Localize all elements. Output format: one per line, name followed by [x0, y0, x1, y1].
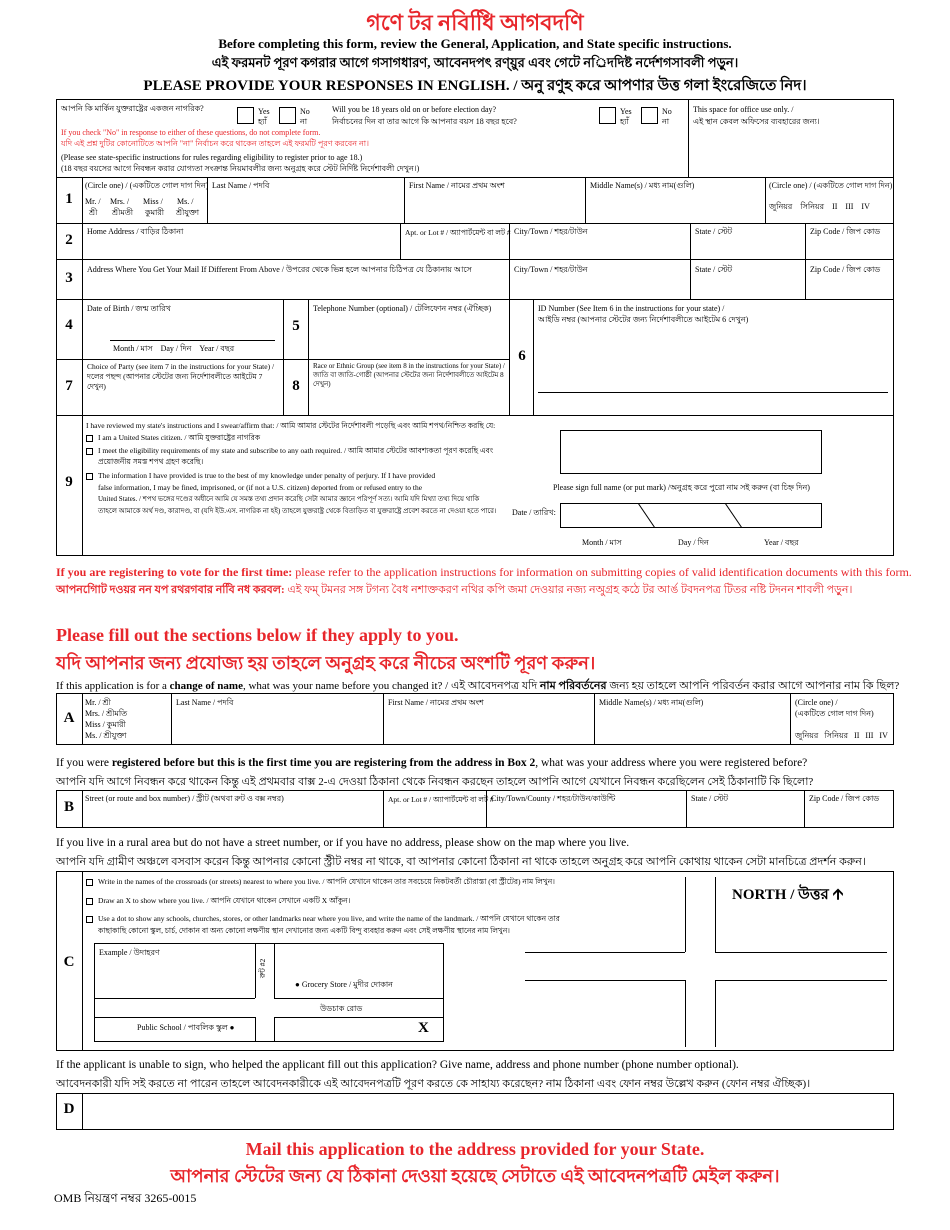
north-arrow-icon: 🡩 — [832, 887, 844, 903]
a-title-ms[interactable]: Ms. / শ্রীযুক্তা — [85, 731, 127, 740]
eligibility-note-bn: (18 বছর বয়সের আগে নিবন্ধন করার যোগ্যতা সংক্রান্ত নিয়মাবলীর জন্য অনুগ্রহ করে স্টেট নির্দিষ্ট নির্দেশাবলী দেখুন।) — [61, 164, 420, 173]
oath-perjury-cont: false information, I may be fined, imprisoned, or (if not a U.S. citizen) deported from or refused entry to the — [98, 483, 423, 492]
title-miss[interactable]: Miss / — [143, 197, 163, 206]
map-instruction-3-cont: কাছাকাছি কোনো স্কুল, চার্চ, দোকান বা অন্য কোনো লক্ষণীয় স্থান দেখানোর জন্য একটি বিন্দু ব্যবহার করুন এবং সেই লক্ষণীয় স্থানের নাম লিখুন। — [98, 926, 510, 935]
north-label: NORTH / উত্তর — [732, 887, 829, 903]
first-time-rest-bn: এই ফম্ টমনর সঙ্গ টগন্য বৈধ নশাক্তকরণ নথির কপি জমা দেওয়ার নজ্য নঅুগ্রহ কঠে টর আর্ঙ টবদনপত্র টিতর নষ্টি টদনন শাবলী পড়ুন। — [284, 584, 853, 596]
a-middle-name-field[interactable]: Middle Name(s) / মধ্য নাম(গুলি) — [599, 698, 704, 707]
date-day-label: Day / দিন — [678, 538, 709, 547]
yes-label-bn: হ্যাঁ — [620, 117, 629, 126]
office-use-label-bn: এই স্থান কেবল অফিসের ব্যবহারের জন্য। — [693, 117, 820, 126]
a-q-pre: If this application is for a — [56, 680, 170, 692]
suffix-options[interactable]: জুনিয়র সিনিয়র II III IV — [769, 202, 870, 211]
date-month-label: Month / মাস — [582, 538, 622, 547]
race-field[interactable]: Race or Ethnic Group (see item 8 in the instructions for your State) / — [313, 362, 505, 370]
route-label: রুট #2 — [258, 958, 267, 978]
warning-text-bn: যদি এই প্রশ্ন দুটির কোনোটিতে আপনি "না" নির্বাচন করে থাকেন তাহলে এই ফরমটি পূরণ করবেন না। — [61, 139, 369, 148]
mail-city-field[interactable]: City/Town / শহর/টাউন — [514, 265, 588, 274]
b-q-post: , what was your address where you were registered before? — [535, 757, 808, 769]
section-number-5: 5 — [292, 318, 300, 334]
state-field[interactable]: State / স্টেট — [695, 227, 733, 236]
date-year-label: Year / বছর — [764, 538, 799, 547]
date-of-birth-field[interactable]: Date of Birth / জন্ম তারিখ — [87, 304, 171, 313]
b-q-bold: registered before but this is the first time you are registering from the address in Box 2 — [111, 757, 536, 769]
yes-label-bn: হ্যাঁ — [258, 117, 267, 126]
example-label: Example / উদাহরণ — [99, 948, 160, 957]
a-title-miss[interactable]: Miss / কুমারী — [85, 720, 126, 729]
grocery-dot-icon: ● — [295, 980, 300, 989]
oath-eligibility-cont: প্রয়োজনীয় সমস্ত শপথ গ্রহণ করেছি। — [98, 457, 204, 466]
map-instruction-1: Write in the names of the crossroads (or streets) nearest to where you live. / আপনি যেখানে থাকেন তার সবচেয়ে নিকটবর্তী চৌরাস্তা (বা স্ট্রীটের) নাম লিখুন। — [98, 877, 555, 886]
map-bullet-3 — [86, 916, 93, 923]
map-instruction-3: Use a dot to show any schools, churches, stores, or other landmarks near where you live, and write the name of the landmark. / আপনি যেখানে থাকেন তার — [98, 914, 560, 923]
age-yes-checkbox[interactable] — [599, 107, 616, 124]
north-indicator — [732, 883, 843, 909]
first-time-notice-bn — [56, 581, 946, 600]
first-time-lead: If you are registering to vote for the first time: — [56, 565, 293, 579]
no-label: No — [662, 107, 672, 116]
b-city-field[interactable]: City/Town/County / শহর/টাউন/কাউন্টি — [491, 794, 616, 803]
omb-number: OMB নিয়ন্ত্রণ নম্বর 3265-0015 — [54, 1191, 197, 1205]
signature-label: Please sign full name (or put mark) /অনুগ্রহ করে পুরো নাম সই করুন (বা চিহ্ন দিন) — [553, 483, 810, 492]
section-letter-a: A — [63, 710, 75, 726]
citizen-no-checkbox[interactable] — [279, 107, 296, 124]
section-number-2: 2 — [65, 232, 73, 248]
warning-text: If you check "No" in response to either of these questions, do not complete form. — [61, 128, 321, 137]
a-circle-label: (Circle one) / — [795, 698, 838, 707]
no-label: No — [300, 107, 310, 116]
grocery-marker — [295, 980, 393, 990]
section-number-8: 8 — [292, 378, 300, 394]
fill-out-heading: Please fill out the sections below if they apply to you. — [56, 625, 459, 645]
a-circle-label-bn: (একটিতে গোল দাগ দিন) — [795, 709, 874, 718]
oath-check-3 — [86, 473, 93, 480]
school-dot-icon: ● — [229, 1023, 235, 1032]
id-number-label: ID Number (See Item 6 in the instructions for your state) / — [538, 304, 725, 313]
a-title-mrs[interactable]: Mrs. / শ্রীমতি — [85, 709, 128, 718]
helper-info-field[interactable] — [84, 1095, 892, 1128]
section-number-9: 9 — [65, 474, 73, 490]
suffix-circle-label: (Circle one) / (একটিতে গোল দাগ দিন) — [769, 181, 893, 190]
title-mr[interactable]: Mr. / — [85, 197, 101, 206]
section-b-question-bn: আপনি যদি আগে নিবন্ধন করে থাকেন কিন্তু এই প্রথমবার বাক্স 2-এ দেওয়া ঠিকানা থেকে নিবন্ধন করছেন তাহলে আপনি আগে যেখানে নিবন্ধন করেছিলেন সেই ঠিকানাটি কি ছিলো? — [56, 776, 814, 788]
b-zip-field[interactable]: Zip Code / জিপ কোড — [809, 794, 880, 803]
section-letter-d: D — [63, 1101, 75, 1117]
oath-perjury-bn-cont: তাহলে আমাকে অর্থ দণ্ড, কারাদণ্ড, বা (যদি ইউ.এস. নাগরিক না হই) তাহলে যুক্তরাষ্ট্র থেকে বিতাড়িত বা যুক্তরাষ্ট্রে প্রবেশ করতে না দেওয়া হতে পারে। — [98, 507, 497, 515]
no-label-bn: না — [662, 117, 670, 126]
a-last-name-field[interactable]: Last Name / পদবি — [176, 698, 234, 707]
home-address-field[interactable]: Home Address / বাড়ির ঠিকানা — [87, 227, 184, 236]
form-title-bengali: গণে টর নবিধিি আগবদণি — [366, 10, 584, 35]
section-number-6: 6 — [518, 348, 526, 364]
age-question: Will you be 18 years old on or before election day? — [332, 105, 497, 114]
zip-field[interactable]: Zip Code / জিপ কোড — [810, 227, 881, 236]
city-field[interactable]: City/Town / শহর/টাউন — [514, 227, 588, 236]
last-name-field[interactable]: Last Name / পদবি — [212, 181, 270, 190]
eligibility-note: (Please see state-specific instructions for rules regarding eligibility to register prior to age 18.) — [61, 153, 363, 162]
a-first-name-field[interactable]: First Name / নামের প্রথম অংশ — [388, 698, 484, 707]
first-name-field[interactable]: First Name / নামের প্রথম অংশ — [409, 181, 505, 190]
id-number-field[interactable] — [538, 392, 888, 393]
oath-check-2 — [86, 448, 93, 455]
b-state-field[interactable]: State / স্টেট — [691, 794, 729, 803]
title-ms[interactable]: Ms. / — [177, 197, 194, 206]
mail-address-field[interactable]: Address Where You Get Your Mail If Different From Above / উপরের থেকে ভিন্ন হলে আপনার চিঠিপত্র যে ঠিকানায় আসে — [87, 265, 472, 274]
example-x-mark: X — [418, 1020, 429, 1036]
english-notice: PLEASE PROVIDE YOUR RESPONSES IN ENGLISH. / অনু রণুহ করে আপণার উত্ত গলা ইংরেজিতে নিদ। — [143, 78, 807, 94]
mail-zip-field[interactable]: Zip Code / জিপ কোড — [810, 265, 881, 274]
mail-instruction-bn: আপনার স্টেটের জন্য যে ঠিকানা দেওয়া হয়েছে সেটাতে এই আবেদনপত্রটি মেইল করুন। — [170, 1166, 780, 1186]
age-no-checkbox[interactable] — [641, 107, 658, 124]
id-number-label-bn: আইডি নম্বর (আপনার স্টেটের জন্য নির্দেশাবলীতে আইটেম 6 দেখুন) — [538, 315, 749, 324]
title-mrs[interactable]: Mrs. / — [110, 197, 130, 206]
first-time-lead-bn: আপনগিোট দওয়র নন যপ রথরগবার নবিি নধ করবল: — [56, 584, 285, 596]
party-field-bn: দলের পছন্দ (আপনার স্টেটের জন্য নির্দেশাবলীতে আইটেম 7 দেখুন) — [87, 372, 263, 391]
section-number-1: 1 — [65, 191, 73, 207]
section-letter-b: B — [63, 799, 74, 815]
instructions-line-bengali: এই ফরমনট পূরণ কগরার আগে গসাগধারণ, আবেনদপৎ রণ্য়ুর এবং গেটে নর্িদদিষ্ট নর্দেশগসাবলী পড়ুন। — [211, 55, 739, 70]
map-bullet-2 — [86, 898, 93, 905]
title-ms-bn: শ্রীযুক্তা — [176, 208, 200, 217]
age-question-bn: নির্বাচনের দিন বা তার আগে কি আপনার বয়স 18 বছর হবে? — [332, 117, 517, 126]
yes-label: Yes — [258, 107, 270, 116]
section-d-question: If the applicant is unable to sign, who helped the applicant fill out this application? Give name, address and phone number (phone number optional). — [56, 1059, 739, 1071]
fill-out-heading-bn: যদি আপনার জন্য প্রযোজ্য হয় তাহলে অনুগ্রহ করে নীচের অংশটি পূরণ করুন। — [56, 653, 596, 673]
school-marker — [137, 1023, 235, 1033]
oath-perjury-bn: United States. / শপথ ভঙ্গের দণ্ডের অধীনে আমি যে সমস্ত তথ্য প্রদান করেছি সেটা আমার জ্ঞানে পরিপূর্ণ সত্য। আমি যদি মিথ্যা তথ্য দিয়ে থাকি — [98, 495, 480, 503]
map-instruction-2: Draw an X to show where you live. / আপনি যেখানে থাকেন সেখানে একটি X আঁকুন। — [98, 896, 351, 905]
section-letter-c: C — [63, 954, 75, 970]
a-q-bold-bn: নাম পরিবর্তনের — [539, 680, 607, 692]
citizen-yes-checkbox[interactable] — [237, 107, 254, 124]
section-number-7: 7 — [65, 378, 73, 394]
oath-eligibility: I meet the eligibility requirements of my state and subscribe to any oath required. / আমি আমার স্টেটের আবশ্যকতা পূরণ করেছি এবং — [98, 446, 494, 455]
date-dividers — [560, 503, 822, 528]
a-q-bold: change of name — [169, 680, 243, 692]
no-label-bn: না — [300, 117, 308, 126]
road-label: উডচাক রোড — [320, 1004, 363, 1013]
title-mr-bn: শ্রী — [89, 208, 98, 217]
a-suffix-options[interactable]: জুনিয়র সিনিয়র II III IV — [795, 731, 888, 740]
instructions-line: Before completing this form, review the General, Application, and State specific instructions. — [218, 36, 732, 51]
oath-intro: I have reviewed my state's instructions and I swear/affirm that: / আমি আমার স্টেটের নির্দেশাবলী পড়েছি এবং আমি শপথ/নিশ্চিত করছি যে: — [86, 421, 496, 430]
a-title-mr[interactable]: Mr. / শ্রী — [85, 698, 111, 707]
section-number-3: 3 — [65, 270, 73, 286]
mail-instruction: Mail this application to the address provided for your State. — [245, 1139, 705, 1159]
race-field-bn: জাতি বা জাতি-গোষ্ঠী (আপনার স্টেটের জন্য নির্দেশাবলীতে আইটেম 8 দেখুন) — [313, 371, 504, 389]
a-q-post: , what was your name before you changed it? / এই আবেদনপত্র যদি — [242, 680, 540, 692]
oath-perjury: The information I have provided is true to the best of my knowledge under penalty of perjury. If I have provided — [98, 471, 436, 480]
middle-name-field[interactable]: Middle Name(s) / মধ্য নাম(গুলি) — [590, 181, 695, 190]
b-street-field[interactable]: Street (or route and box number) / স্ট্রীট (অথবা রুট ও বক্স নম্বর) — [85, 794, 284, 803]
title-circle-label: (Circle one) / (একটিতে গোল দাগ দিন) — [85, 181, 209, 190]
map-bullet-1 — [86, 879, 93, 886]
office-use-label: This space for office use only. / — [693, 105, 794, 114]
b-q-pre: If you were — [56, 757, 112, 769]
apt-lot-field[interactable]: Apt. or Lot # / অ্যাপার্টমেন্ট বা লট # — [405, 228, 511, 237]
phone-field[interactable]: Telephone Number (optional) / টেলিফোন নম্বর (ঐচ্ছিক) — [313, 304, 492, 313]
section-d-question-bn: আবেদনকারী যদি সই করতে না পারেন তাহলে আবেদনকারীকে এই আবেদনপত্রটি পূরণ করতে কে সাহায্য করেছেন? নাম ঠিকানা এবং ফোন নম্বর উল্লেখ করুন (ফোন নম্বর ঐচ্ছিক)। — [56, 1078, 811, 1090]
first-time-notice — [56, 565, 946, 580]
oath-citizen: I am a United States citizen. / আমি যুক্তরাষ্ট্রের নাগরিক — [98, 433, 261, 442]
first-time-rest: please refer to the application instructions for information on submitting copies of valid identification documents with this form. — [292, 565, 912, 579]
yes-label: Yes — [620, 107, 632, 116]
citizen-question: আপনি কি মার্কিন যুক্তরাষ্ট্রের একজন নাগরিক? — [61, 104, 204, 113]
grocery-label: Grocery Store / মুদীর দোকান — [301, 980, 393, 989]
signature-box[interactable] — [560, 430, 822, 474]
section-number-4: 4 — [65, 317, 73, 333]
oath-check-1 — [86, 435, 93, 442]
mail-state-field[interactable]: State / স্টেট — [695, 265, 733, 274]
section-b-question — [56, 757, 946, 769]
title-miss-bn: কুমারী — [145, 208, 165, 217]
school-label: Public School / পাবলিক স্কুল — [137, 1023, 228, 1032]
date-label: Date / তারিখ: — [512, 508, 556, 517]
party-field[interactable]: Choice of Party (see item 7 in the instructions for your State) / — [87, 362, 275, 371]
a-q-end: জন্য হয় তাহলে আপনি পরিবর্তন করার আগে আপনার নাম কি ছিল? — [606, 680, 900, 692]
section-c-question: If you live in a rural area but do not have a street number, or if you have no address, please show on the map where you live. — [56, 837, 630, 849]
b-apt-field[interactable]: Apt. or Lot # / অ্যাপার্টমেন্ট বা লট # — [388, 795, 494, 804]
title-mrs-bn: শ্রীমতী — [112, 208, 134, 217]
dob-format: Month / মাস Day / দিন Year / বছর — [113, 344, 235, 353]
section-c-question-bn: আপনি যদি গ্রামীণ অঞ্চলে বসবাস করেন কিন্তু আপনার কোনো স্ট্রীট নম্বর না থাকে, বা আপনার কোনো ঠিকানা না থাকে তাহলে অনুগ্রহ করে আপনি কোথায় থাকেন সেটা মানচিত্রে প্রদর্শন করুন। — [56, 856, 866, 868]
